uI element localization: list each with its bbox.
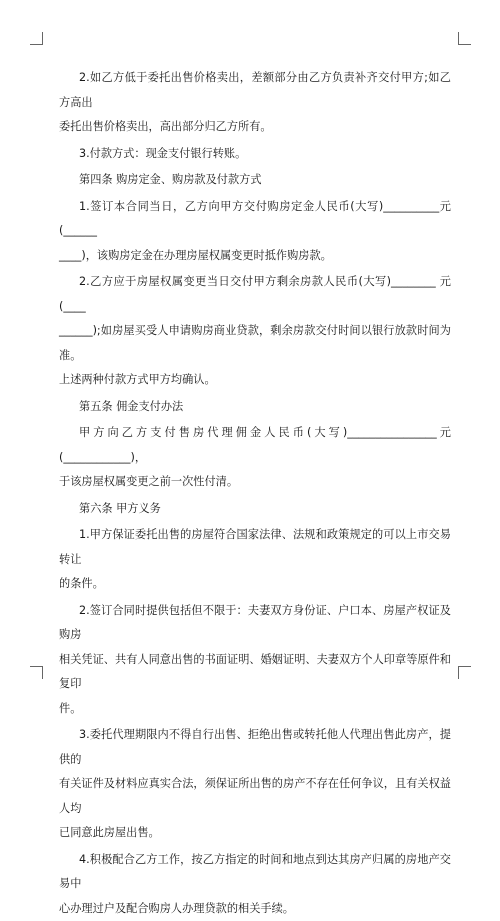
text-line: 1.甲方保证委托出售的房屋符合国家法律、法规和政策规定的可以上市交易转让	[59, 523, 451, 572]
text-line: 相关凭证、共有人同意出售的书面证明、婚姻证明、夫妻双方个人印章等原件和复印	[59, 648, 451, 697]
crop-mark-bottom-left	[30, 666, 43, 679]
text-line: 的条件。	[59, 572, 451, 597]
text-line: 于该房屋权属变更之前一次性付清。	[59, 470, 451, 495]
text-line: 3.委托代理期限内不得自行出售、拒绝出售或转托他人代理出售此房产，提供的	[59, 723, 451, 772]
text-line: ______);如房屋买受人申请购房商业贷款，剩余房款交付时间以银行放款时间为准。	[59, 319, 451, 368]
text-line: 4.积极配合乙方工作，按乙方指定的时间和地点到达其房产归属的房地产交易中	[59, 848, 451, 897]
crop-mark-top-left	[30, 32, 43, 45]
text-line: 有关证件及材料应真实合法，须保证所出售的房产不存在任何争议，且有关权益人均	[59, 772, 451, 821]
text-line: 甲方向乙方支付售房代理佣金人民币(大写)________________元(____________)，	[59, 421, 451, 470]
text-line: 委托出售价格卖出，高出部分归乙方所有。	[59, 115, 451, 140]
text-line: 上述两种付款方式甲方均确认。	[59, 368, 451, 393]
section-heading: 第五条 佣金支付办法	[59, 395, 451, 420]
document-body	[59, 66, 451, 921]
text-line: 2.乙方应于房屋权属变更当日交付甲方剩余房款人民币(大写)________ 元(____	[59, 270, 451, 319]
crop-mark-top-right	[458, 32, 471, 45]
text-line: 2.如乙方低于委托出售价格卖出，差额部分由乙方负责补齐交付甲方;如乙方高出	[59, 66, 451, 115]
text-line: 3.付款方式：现金支付银行转账。	[59, 142, 451, 167]
crop-mark-bottom-right	[458, 666, 471, 679]
section-heading: 第四条 购房定金、购房款及付款方式	[59, 168, 451, 193]
text-line: 1.签订本合同当日，乙方向甲方交付购房定金人民币(大写)__________元(______	[59, 195, 451, 244]
text-line: 2.签订合同时提供包括但不限于：夫妻双方身份证、户口本、房屋产权证及购房	[59, 599, 451, 648]
text-line: 件。	[59, 697, 451, 722]
text-line: ____)，该购房定金在办理房屋权属变更时抵作购房款。	[59, 244, 451, 269]
section-heading: 第六条 甲方义务	[59, 497, 451, 522]
text-line: 已同意此房屋出售。	[59, 821, 451, 846]
text-line: 心办理过户及配合购房人办理贷款的相关手续。	[59, 897, 451, 921]
